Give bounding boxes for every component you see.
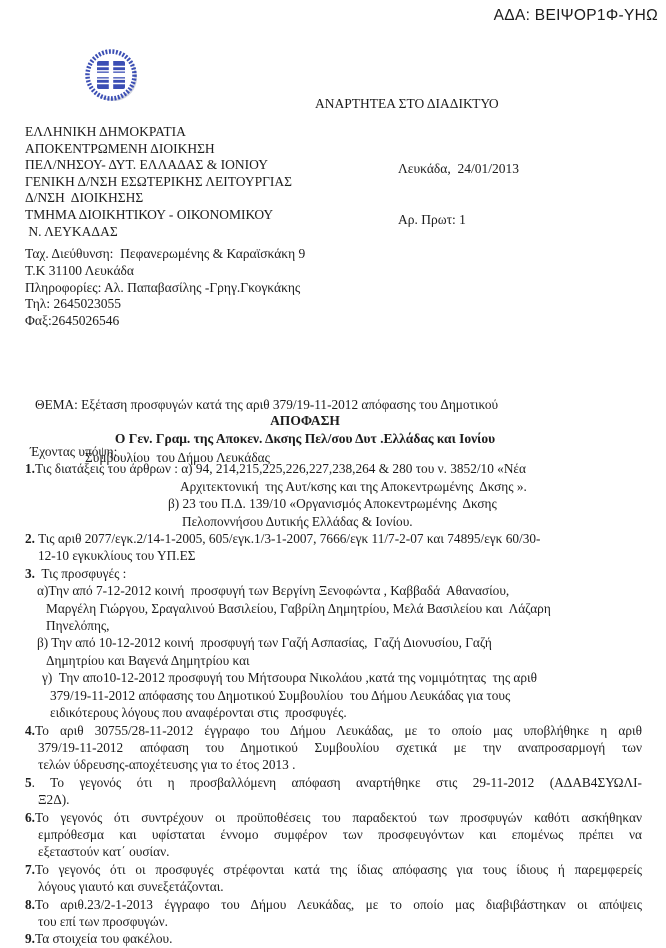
body-line: ειδικότερους λόγους που αναφέρονται στις προσφυγές. xyxy=(50,705,347,721)
letterhead-contact xyxy=(25,246,305,330)
letterhead-line: Τ.Κ 31100 Λευκάδα xyxy=(25,262,134,278)
body-line: 6.Το γεγονός ότι συντρέχουν οι προϋποθέσεις του παραδεκτού των προσφυγών καθότι ασκήθηκαν xyxy=(25,809,642,825)
letterhead-organization xyxy=(25,124,292,240)
body-line: λόγους γιαυτό και συνεξετάζονται. xyxy=(38,879,224,895)
body-line: εμπρόθεσμα και υφίσταται έννομο συμφέρον των προσφευγόντων και επομένως πρέπει να xyxy=(38,826,642,842)
body-line: 4.Το αριθ 30755/28-11-2012 έγγραφο του Δήμου Λευκάδας, με το οποίο μας υποβλήθηκε η αριθ xyxy=(25,722,642,738)
letterhead-line: Πληροφορίες: Αλ. Παπαβασίλης -Γρηγ.Γκογκάκης xyxy=(25,279,301,295)
body-line: εξεταστούν κατ΄ ουσίαν. xyxy=(38,844,170,860)
body-line: β) 23 του Π.Δ. 139/10 «Οργανισμός Αποκεντρωμένης Δκσης xyxy=(168,496,497,512)
letterhead-line: Ταχ. Διεύθυνση: Πεφανερωμένης & Καραϊσκάκη 9 xyxy=(25,246,306,261)
body-line: Πελοποννήσου Δυτικής Ελλάδας & Ιονίου. xyxy=(182,513,413,529)
letterhead-line: Ν. ΛΕΥΚΑΔΑΣ xyxy=(25,223,118,239)
body-line: Πηνελόπης, xyxy=(46,618,110,634)
body-line: 3. Τις προσφυγές : xyxy=(25,565,127,581)
letterhead-line: ΠΕΛ/ΝΗΣΟΥ- ΔΥΤ. ΕΛΛΑΔΑΣ & ΙΟΝΙΟΥ xyxy=(25,157,268,173)
decision-considerations xyxy=(25,443,642,948)
body-line: 379/19-11-2012 απόφασης του Δημοτικού Συμβουλίου του Δήμου Λευκάδας για τους xyxy=(50,687,511,703)
subject-line-1 xyxy=(35,396,498,414)
body-line: τελών ύδρευσης-αποχέτευσης για το έτος 2013 . xyxy=(38,757,296,773)
body-line: 5. Το γεγονός ότι η προσβαλλόμενη απόφαση αναρτήθηκε στις 29-11-2012 (ΑΔΑΒ4ΣΥΩΛΙ- xyxy=(25,774,642,790)
body-line: 1.Τις διατάξεις του άρθρων : α) 94, 214,215,225,226,227,238,264 & 280 του ν. 3852/10 «Νέα xyxy=(25,461,526,477)
greek-emblem-icon xyxy=(84,45,140,107)
body-line: Δημητρίου και Βαγενά Δημητρίου και xyxy=(46,652,250,668)
letterhead-line: Φαξ:2645026546 xyxy=(25,313,120,329)
place-date: Λευκάδα, 24/01/2013 xyxy=(398,161,519,176)
decision-title: ΑΠΟΦΑΣΗ xyxy=(270,413,340,428)
body-line: 9.Τα στοιχεία του φακέλου. xyxy=(25,931,173,947)
ada-code: ΑΔΑ: ΒΕΙΨΟΡ1Φ-ΥΗΩ xyxy=(493,7,658,24)
body-line: Έχοντας υπόψη: xyxy=(30,444,118,459)
letterhead-line: ΕΛΛΗΝΙΚΗ ΔΗΜΟΚΡΑΤΙΑ xyxy=(25,124,186,139)
body-line: του επί των προσφυγών. xyxy=(38,913,168,929)
body-line: 8.Το αριθ.23/2-1-2013 έγγραφο του Δήμου Λευκάδας, με το οποίο μας διαβιβάστηκαν οι απόψεις xyxy=(25,896,642,912)
body-line: Μαργέλη Γιώργου, Σραγαλινού Βασιλείου, Γαβρίλη Δημητρίου, Μελά Βασιλείου και Λάζαρη xyxy=(46,600,551,616)
letterhead-line: ΑΠΟΚΕΝΤΡΩΜΕΝΗ ΔΙΟΙΚΗΣΗ xyxy=(25,140,215,156)
posted-online-label: ΑΝΑΡΤΗΤΕΑ ΣΤΟ ΔΙΑΔΙΚΤΥΟ xyxy=(315,96,499,111)
protocol-number: Αρ. Πρωτ: 1 xyxy=(398,212,466,227)
body-line: α)Την από 7-12-2012 κοινή προσφυγή των Βεργίνη Ξενοφώντα , Καββαδά Αθανασίου, xyxy=(37,583,510,599)
subject-line-2: Συμβουλίου του Δήμου Λευκάδας xyxy=(85,449,270,465)
body-line: β) Την από 10-12-2012 κοινή προσφυγή των Γαζή Ασπασίας, Γαζή Διονυσίου, Γαζή xyxy=(37,635,492,651)
letterhead-line: ΤΜΗΜΑ ΔΙΟΙΚΗΤΙΚΟΥ - ΟΙΚΟΝΟΜΙΚΟΥ xyxy=(25,206,274,222)
decision-subtitle: Ο Γεν. Γραμ. της Αποκεν. Δκσης Πελ/σου Δυτ .Ελλάδας και Ιονίου xyxy=(114,431,496,446)
body-line: 12-10 εγκυκλίους του ΥΠ.ΕΣ xyxy=(38,548,196,564)
letterhead-line: Δ/ΝΣΗ ΔΙΟΙΚΗΣΗΣ xyxy=(25,190,144,206)
date-protocol-block xyxy=(398,126,519,262)
letterhead-line: ΓΕΝΙΚΗ Δ/ΝΣΗ ΕΣΩΤΕΡΙΚΗΣ ΛΕΙΤΟΥΡΓΙΑΣ xyxy=(25,173,292,189)
body-line: 2. Τις αριθ 2077/εγκ.2/14-1-2005, 605/εγκ.1/3-1-2007, 7666/εγκ 11/7-2-07 και 74895/εγκ 60/30- xyxy=(25,531,541,547)
body-line: γ) Την απο10-12-2012 προσφυγή του Μήτσουρα Νικολάου ,κατά της νομιμότητας της αριθ xyxy=(42,670,537,686)
body-line: 379/19-11-2012 απόφαση του Δημοτικού Συμβουλίου σχετικά με την αναπροσαρμογή των xyxy=(38,739,642,755)
subject-text: Εξέταση προσφυγών κατά της αριθ 379/19-11-2012 απόφασης του Δημοτικού xyxy=(77,397,499,412)
body-line: Αρχιτεκτονική της Αυτ/κσης και της Αποκεντρωμένης Δκσης ». xyxy=(180,478,527,494)
body-line: Ξ2Δ). xyxy=(38,792,70,808)
body-line: 7.Το γεγονός ότι οι προσφυγές στρέφονται κατά της ίδιας απόφασης για τους ίδιους ή παρεμφερείς xyxy=(25,861,642,877)
subject-label: ΘΕΜΑ: xyxy=(35,397,78,412)
letterhead-line: Τηλ: 2645023055 xyxy=(25,296,121,312)
